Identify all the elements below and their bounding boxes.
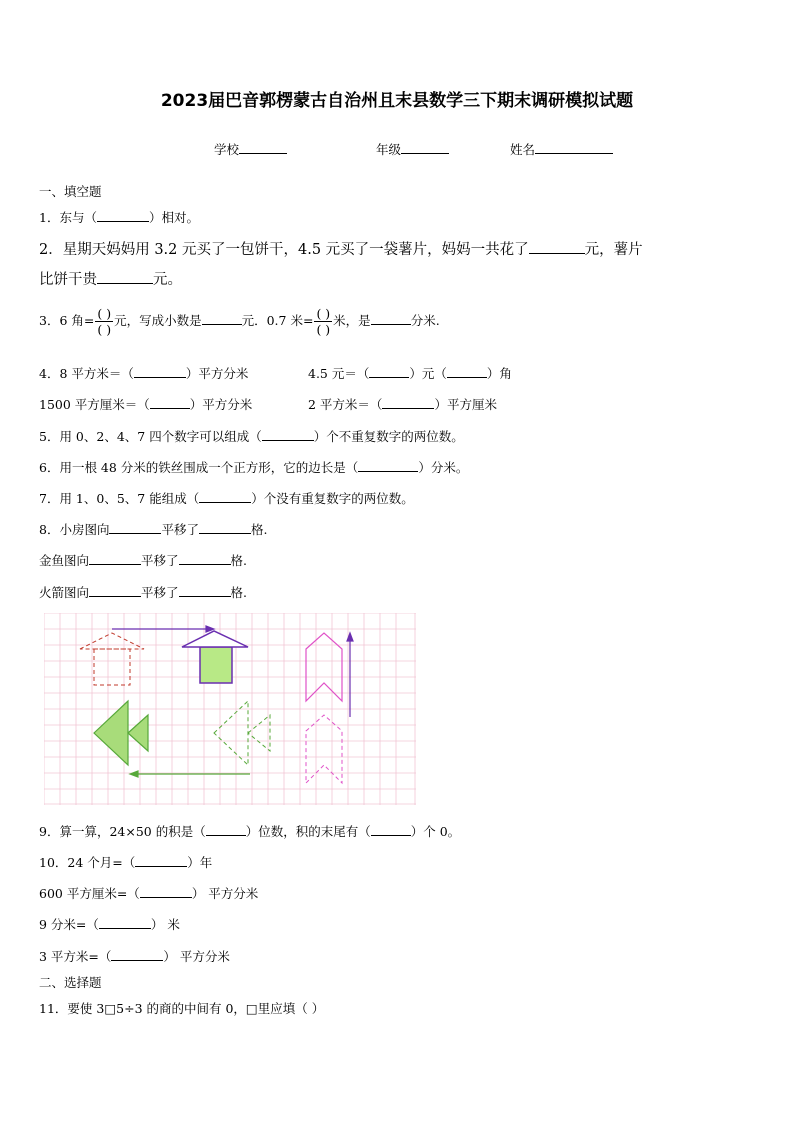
q8-text-e: 平移了	[141, 553, 179, 568]
question-5	[39, 427, 464, 445]
q2-text-d: 元。	[153, 272, 182, 288]
q4-text-f: 1500 平方厘米＝（	[39, 397, 150, 412]
q10-text-d: ） 平方分米	[191, 886, 259, 901]
name-blank[interactable]	[535, 141, 613, 154]
q8-text-f: 格.	[230, 553, 248, 568]
question-10-line-2	[39, 884, 258, 902]
q3-frac2-numerator[interactable]: ( )	[316, 306, 331, 321]
question-11: 11．要使 3□5÷3 的商的中间有 0，□里应填（ ）	[39, 1001, 325, 1016]
rocket-solid	[306, 633, 342, 701]
house-arrow	[112, 626, 214, 632]
q4-text-a: 4．8 平方米＝（	[39, 366, 134, 381]
q10-blank-2[interactable]	[140, 885, 192, 898]
q4-blank-1[interactable]	[134, 365, 186, 378]
q8-text-b: 平移了	[161, 522, 199, 537]
grade-label: 年级	[376, 142, 402, 157]
question-9	[39, 822, 460, 840]
grade-field	[376, 140, 449, 158]
q3-fraction-2	[314, 306, 332, 337]
q4-text-d: ）元（	[409, 366, 447, 381]
q2-blank-1[interactable]	[529, 241, 585, 254]
q7-blank[interactable]	[199, 490, 251, 503]
q2-text-c: 比饼干贵	[39, 272, 97, 288]
school-label: 学校	[214, 142, 240, 157]
name-field	[510, 140, 613, 158]
q3-frac1-denominator[interactable]: ( )	[97, 322, 112, 337]
q4-text-b: ）平方分米	[185, 366, 249, 381]
question-2-line-1	[39, 238, 643, 259]
q4-text-e: ）角	[486, 366, 512, 381]
q9-blank-2[interactable]	[371, 823, 411, 836]
q4-text-g: ）平方分米	[189, 397, 253, 412]
q8-text-a: 8．小房图向	[39, 522, 110, 537]
q8-blank-1[interactable]	[109, 521, 161, 534]
q3-text-e: 分米.	[410, 313, 440, 328]
q8-blank-6[interactable]	[179, 584, 231, 597]
question-4-row-1	[39, 364, 248, 382]
question-4-row-2	[39, 395, 252, 413]
q3-text-a: 3．6 角=	[39, 313, 95, 328]
q9-text-c: ）个 0。	[410, 824, 461, 839]
q8-blank-2[interactable]	[199, 521, 251, 534]
section-heading-2: 二、选择题	[39, 975, 102, 990]
q4-blank-2[interactable]	[369, 365, 409, 378]
house-solid	[182, 631, 248, 683]
q6-text-a: 6．用一根 48 分米的铁丝围成一个正方形，它的边长是（	[39, 460, 359, 475]
q10-blank-3[interactable]	[99, 916, 151, 929]
q4-text-h: 2 平方米＝（	[308, 397, 383, 412]
q3-fraction-1	[95, 306, 113, 337]
question-6	[39, 458, 468, 476]
question-4-row-2-right	[308, 395, 497, 413]
q9-text-a: 9．算一算，24×50 的积是（	[39, 824, 206, 839]
name-label: 姓名	[510, 142, 536, 157]
q3-frac1-numerator[interactable]: ( )	[97, 306, 112, 321]
section-heading-1: 一、填空题	[39, 184, 102, 199]
q4-blank-3[interactable]	[447, 365, 487, 378]
question-8-line-2	[39, 551, 247, 569]
q5-text-a: 5．用 0、2、4、7 四个数字可以组成（	[39, 429, 262, 444]
question-8-line-3	[39, 583, 247, 601]
q4-blank-4[interactable]	[150, 396, 190, 409]
q8-text-h: 平移了	[141, 585, 179, 600]
q2-blank-2[interactable]	[97, 271, 153, 284]
q8-text-d: 金鱼图向	[39, 553, 90, 568]
q8-blank-4[interactable]	[179, 552, 231, 565]
fish-dashed	[214, 701, 270, 765]
q10-text-f: ） 米	[150, 917, 180, 932]
q3-text-c: 元．0.7 米=	[241, 313, 314, 328]
q10-blank-4[interactable]	[111, 948, 163, 961]
q3-text-b: 元，写成小数是	[114, 313, 202, 328]
q8-text-i: 格.	[230, 585, 248, 600]
question-1	[39, 208, 199, 226]
q9-blank-1[interactable]	[206, 823, 246, 836]
q8-blank-3[interactable]	[89, 552, 141, 565]
q10-text-c: 600 平方厘米=（	[39, 886, 140, 901]
q7-text-b: ）个没有重复数字的两位数。	[251, 491, 414, 506]
question-3	[39, 306, 440, 337]
q8-blank-5[interactable]	[89, 584, 141, 597]
q9-text-b: ）位数，积的末尾有（	[245, 824, 371, 839]
q3-blank-1[interactable]	[202, 312, 242, 325]
q10-text-g: 3 平方米=（	[39, 949, 112, 964]
q10-text-a: 10．24 个月=（	[39, 855, 136, 870]
school-field	[214, 140, 287, 158]
school-blank[interactable]	[239, 141, 287, 154]
q6-text-b: ）分米。	[418, 460, 469, 475]
q10-text-h: ） 平方分米	[163, 949, 230, 964]
q10-text-b: ）年	[187, 855, 213, 870]
q1-text-b: ）相对。	[148, 210, 199, 225]
q2-text-b: 元，薯片	[584, 242, 643, 258]
q4-text-i: ）平方厘米	[434, 397, 497, 412]
question-4-row-1-right	[308, 364, 512, 382]
q1-blank[interactable]	[97, 209, 149, 222]
fish-arrow	[130, 771, 250, 777]
q4-blank-5[interactable]	[382, 396, 434, 409]
q8-text-g: 火箭图向	[39, 585, 90, 600]
question-10-line-4	[39, 947, 230, 965]
q10-blank-1[interactable]	[135, 854, 187, 867]
q3-text-d: 米，是	[333, 313, 371, 328]
grade-blank[interactable]	[401, 141, 449, 154]
q5-text-b: ）个不重复数字的两位数。	[313, 429, 464, 444]
question-10-line-1	[39, 853, 212, 871]
q5-blank[interactable]	[262, 428, 314, 441]
q7-text-a: 7．用 1、0、5、7 能组成（	[39, 491, 200, 506]
question-7	[39, 489, 414, 507]
q1-text-a: 1．东与（	[39, 210, 97, 225]
q4-text-c: 4.5 元＝（	[308, 366, 370, 381]
question-10-line-3	[39, 915, 180, 933]
translation-figure	[44, 613, 416, 805]
question-8-line-1	[39, 520, 267, 538]
q8-text-c: 格.	[250, 522, 268, 537]
q3-frac2-denominator[interactable]: ( )	[316, 322, 331, 337]
q10-text-e: 9 分米=（	[39, 917, 99, 932]
q3-blank-2[interactable]	[371, 312, 411, 325]
q6-blank[interactable]	[358, 459, 418, 472]
question-2-line-2	[39, 268, 182, 289]
q2-text-a: 2．星期天妈妈用 3.2 元买了一包饼干，4.5 元买了一袋薯片，妈妈一共花了	[39, 242, 529, 258]
page-title: 2023届巴音郭楞蒙古自治州且末县数学三下期末调研模拟试题	[160, 91, 634, 111]
